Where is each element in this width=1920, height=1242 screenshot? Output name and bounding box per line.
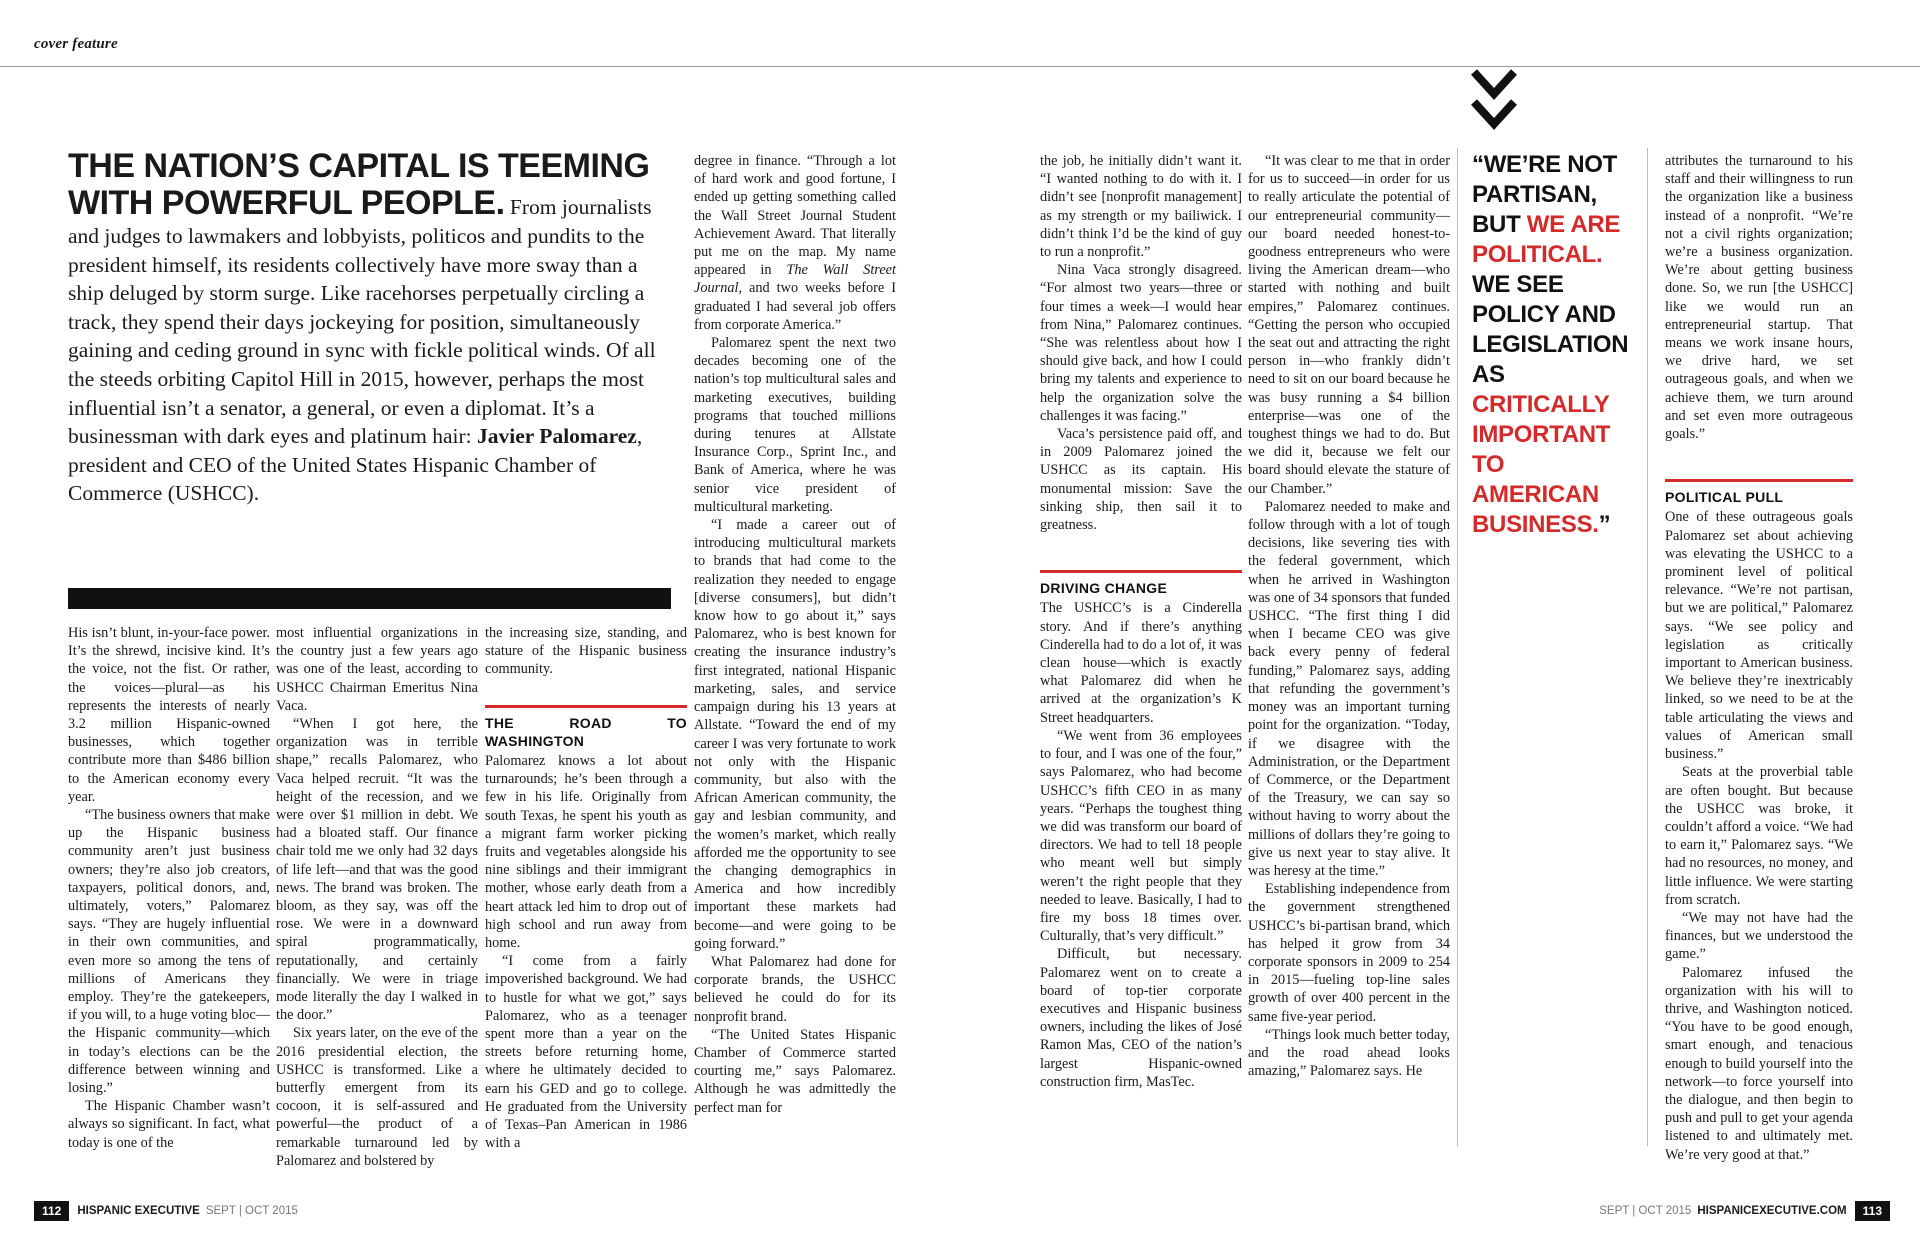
- black-bar-divider: [68, 588, 671, 609]
- column-2: [276, 624, 478, 1170]
- paragraph: “I come from a fairly impoverished background. We had to hustle for what we got,” says Palomarez, who as a teenager spent more than a year on the streets before returning home, where he ultimately decided to earn his GED and go to college. He graduated from the University of Texas–Pan American in 1986 with a: [485, 953, 687, 1152]
- paragraph: One of these outrageous goals Palomarez set about achieving was elevating the USHCC to a prominent level of political relevance. “We’re not partisan, but we are political,” Palomarez says. “We see policy and legislation as critically important to American business. We believe they’re inextricably linked, so we need to be at the table articulating the views and values of American small business.”: [1665, 509, 1853, 763]
- paragraph: “We went from 36 employees to four, and I was one of the four,” says Palomarez, who had become USHCC’s fifth CEO in as many years. “Perhaps the toughest thing we did was transform our board of directors. We had to tell 18 people who meant well but simply weren’t the right people that they needed to leave. Basically, I had to fire my boss 18 times over. Culturally, that’s very difficult.”: [1040, 727, 1242, 945]
- page-number: 112: [34, 1201, 69, 1221]
- publication-title: The Wall Street Journal,: [694, 262, 896, 297]
- subhead-block: [1665, 479, 1853, 506]
- paragraph: Palomarez spent the next two decades becoming one of the nation’s top multicultural sales and marketing executives, building programs that touched millions during tenures at Allstate Insurance Corp., Sprint Inc., and Bank of America, where he was senior vice president of multicultural marketing.: [694, 335, 896, 515]
- chevron-down-icon: [1470, 68, 1518, 134]
- pull-quote: [1472, 150, 1629, 540]
- paragraph: Vaca’s persistence paid off, and in 2009 Palomarez joined the USHCC as its captain. His monumental mission: Save the sinking ship, then sail it to greatness.: [1040, 426, 1242, 534]
- paragraph: Six years later, on the eve of the 2016 presidential election, the USHCC is transformed. Like a butterfly emergent from its cocoon, it is self-assured and powerful—the product of a remarkable turnaround led by Palomarez and bolstered by: [276, 1025, 478, 1169]
- website: HISPANICEXECUTIVE.COM: [1697, 1205, 1847, 1217]
- column-5: [1040, 152, 1242, 1091]
- paragraph: Seats at the proverbial table are often bought. But because the USHCC was broke, it couldn’t afford a voice. “We had to earn it,” Palomarez says. “We had no resources, no money, and little influence. We were starting from scratch.: [1665, 764, 1853, 908]
- paragraph: Palomarez knows a lot about turnarounds; he’s been through a few in his life. Originally from south Texas, he spent his youth as a migrant farm worker picking fruits and vegetables alongside his nine siblings and their immigrant mother, whose early death from a heart attack led him to drop out of high school and run away from home.: [485, 753, 687, 952]
- paragraph: “The United States Hispanic Chamber of Commerce started courting me,” says Palomarez. Although he was admittedly the perfect man for: [694, 1026, 896, 1116]
- subhead-rule: [1665, 479, 1853, 482]
- paragraph: Palomarez needed to make and follow through with a lot of tough decisions, like severing ties with the federal government, which when he arrived in Washington was one of 34 sponsors that funded USHCC. “The first thing I did when I became CEO was give back every penny of federal funding,” Palomarez says, adding that refunding the government’s money was an important turning point for the organization. “Today, if we disagree with the Administration, or the Department of Commerce, or the Department of the Treasury, we can say so without having to worry about the millions of dollars they’re going to give us next year to stay alive. It was heresy at the time.”: [1248, 498, 1450, 879]
- paragraph: Nina Vaca strongly disagreed. “For almost two years—three or four times a week—I would hear from Nina,” Palomarez continues. “She was relentless about how I should give back, and how I could bring my talents and experience to help the organization solve the challenges it was facing.”: [1040, 262, 1242, 424]
- page-number: 113: [1855, 1201, 1890, 1221]
- paragraph: “It was clear to me that in order for us to succeed—in order for us to really articulate the potential of our entrepreneurial community—our board needed honest-to-goodness entrepreneurs who were living the American dream—who started with nothing and built empires,” Palomarez continues. “Getting the person who occupied the seat out and attracting the right person in—who frankly didn’t need to sit on our board because he was busy running a $4 billion enterprise—was one of the toughest things we had to do. But we did it, because we felt our board should elevate the stature of our Chamber.”: [1248, 153, 1450, 497]
- quote-text: “WE’RE NOT PARTISAN, BUT: [1472, 151, 1617, 238]
- paragraph: “The business owners that make up the Hispanic business community aren’t just business owners; they’re also job creators, taxpayers, political donors, and, ultimately, voters,” Palomarez says. “They are hugely influential in their own communities, and even more so among the tens of millions of Americans they employ. They’re the gatekeepers, if you will, to a huge voting bloc—the Hispanic community—which in today’s elections can be the difference between winning and losing.”: [68, 807, 271, 1097]
- article-intro: [68, 148, 671, 508]
- column-7: [1665, 152, 1853, 1164]
- column-6: [1248, 152, 1450, 1080]
- paragraph: Establishing independence from the government strengthened USHCC’s bi-partisan brand, which has helped it grow from 34 corporate sponsors in 2009 to 254 in 2015—fueling top-line sales growth of over 400 percent in the same five-year period.: [1248, 881, 1450, 1025]
- paragraph: most influential organizations in the country just a few years ago was one of the least, according to USHCC Chairman Emeritus Nina Vaca.: [276, 625, 478, 714]
- paragraph: [694, 152, 896, 334]
- paragraph: “Things look much better today, and the road ahead looks amazing,” Palomarez says. He: [1248, 1026, 1450, 1080]
- issue-date: SEPT | OCT 2015: [1599, 1205, 1692, 1217]
- paragraph: What Palomarez had done for corporate brands, the USHCC believed he could do for its nonprofit brand.: [694, 953, 896, 1025]
- footer-left: [34, 1200, 298, 1222]
- paragraph: the job, he initially didn’t want it. “I wanted nothing to do with it. I didn’t see [nonprofit management] as my strength or my bailiwick. I didn’t think I’d be the kind of guy to run a nonprofit.”: [1040, 153, 1242, 261]
- headline: THE NATION’S CAPITAL IS TEEMING WITH POWERFUL PEOPLE.: [68, 147, 650, 222]
- footer-right: [1593, 1200, 1890, 1222]
- column-divider: [1647, 148, 1648, 1146]
- intro-text: From journalists and judges to lawmakers and lobbyists, politicos and pundits to the president himself, its residents collectively have more sway than a ship deluged by storm surge. Like racehorses perpetually circling a track, they spend their days jockeying for position, simultaneously gaining and ceding ground in sync with fickle political winds. Of all the steeds orbiting Capitol Hill in 2015, however, perhaps the most influential isn’t a senator, a general, or even a diplomat. It’s a businessman with dark eyes and platinum hair:: [68, 195, 656, 449]
- paragraph: “We may not have had the finances, but we understood the game.”: [1665, 909, 1853, 963]
- quote-text: WE SEE POLICY AND LEGISLATION AS: [1472, 271, 1629, 388]
- paragraph: His isn’t blunt, in-your-face power. It’s the shrewd, incisive kind. It’s the voice, not the fist. Or rather, the voices—plural—as his represents the interests of nearly 3.2 million Hispanic-owned businesses, which together contribute more than $486 billion to the American economy every year.: [68, 625, 270, 805]
- quote-highlight: CRITICALLY IMPORTANT TO AMERICAN BUSINESS.: [1472, 391, 1611, 538]
- quote-highlight: WE ARE POLITICAL.: [1472, 211, 1621, 268]
- column-3: [485, 624, 687, 1152]
- text-run: degree in finance. “Through a lot of hard work and good fortune, I ended up getting something called the Wall Street Journal Student Achievement Award. That literally put me on the map. My name appeared in: [694, 153, 896, 279]
- subhead-block: [1040, 570, 1242, 597]
- issue-date: SEPT | OCT 2015: [205, 1205, 298, 1217]
- paragraph: “I made a career out of introducing multicultural markets to brands that had come to the realization they needed to engage [diverse consumers], but didn’t know how to go about it,” says Palomarez, who is best known for creating the insurance industry’s first integrated, national Hispanic marketing, sales, and service campaign during his 13 years at Allstate. “Toward the end of my career I was very fortunate to work not only with the Hispanic community, but also with the African American community, the gay and lesbian community, and the women’s market, which really afforded me the opportunity to see the changing demographics in America and how incredibly important these markets had become—and were going to be going forward.”: [694, 517, 896, 952]
- subhead-road-to-washington: THE ROAD TO WASHINGTON: [485, 714, 687, 749]
- quote-text: ”: [1598, 511, 1611, 538]
- paragraph: the increasing size, standing, and stature of the Hispanic business community.: [485, 625, 687, 678]
- subject-name: Javier Palomarez: [477, 424, 637, 449]
- subhead-block: [485, 705, 687, 750]
- text-run: and two weeks before I graduated I had several job offers from corporate America.”: [694, 280, 896, 333]
- intro-text-end: , president and CEO of the United States Hispanic Chamber of Commerce (USHCC).: [68, 424, 643, 506]
- subhead-rule: [485, 705, 687, 708]
- paragraph: Difficult, but necessary. Palomarez went on to create a board of top-tier corporate executives and Hispanic business owners, including the likes of José Ramon Mas, CEO of the nation’s largest Hispanic-owned construction firm, MasTec.: [1040, 946, 1242, 1090]
- top-rule: [0, 66, 1920, 67]
- subhead-political-pull: POLITICAL PULL: [1665, 489, 1784, 506]
- paragraph: The USHCC’s is a Cinderella story. And if there’s anything Cinderella had to do a lot of, it was clean house—which is exactly what Palomarez did when he arrived at the organization’s K Street headquarters.: [1040, 600, 1242, 726]
- subhead-driving-change: DRIVING CHANGE: [1040, 580, 1168, 597]
- paragraph: The Hispanic Chamber wasn’t always so significant. In fact, what today is one of the: [68, 1098, 270, 1151]
- section-label: cover feature: [34, 36, 118, 52]
- column-divider: [1457, 148, 1458, 1146]
- subhead-rule: [1040, 570, 1242, 573]
- paragraph: “When I got here, the organization was in terrible shape,” recalls Palomarez, who Vaca helped recruit. “It was the height of the recession, and we were over $1 million in debt. We had a bloated staff. Our finance chair told me we only had 32 days of life left—and that was the good news. The brand was broken. The bloom, as they say, was off the rose. We were in a downward spiral programmatically, reputationally, and certainly financially. We were in triage mode literally the day I walked in the door.”: [276, 716, 478, 1024]
- paragraph: attributes the turnaround to his staff and their willingness to run the organization like a business instead of a nonprofit. “We’re not a civil rights organization; we’re a business organization. We’re about getting business done. So, we run [the USHCC] like we would run an entrepreneurial startup. That means we work insane hours, we drive hard, we set outrageous goals, and when we achieve them, we turn around and set even more outrageous goals.”: [1665, 153, 1853, 443]
- magazine-name: HISPANIC EXECUTIVE: [77, 1205, 200, 1217]
- column-4: [694, 152, 896, 1117]
- paragraph: Palomarez infused the organization with his will to thrive, and Washington noticed. “You have to be good enough, smart enough, and tenacious enough to build yourself into the network—to force yourself into the dialogue, and then begin to push and pull to get your agenda listened to and ultimately met. We’re very good at that.”: [1665, 964, 1853, 1163]
- column-1: [68, 624, 270, 1152]
